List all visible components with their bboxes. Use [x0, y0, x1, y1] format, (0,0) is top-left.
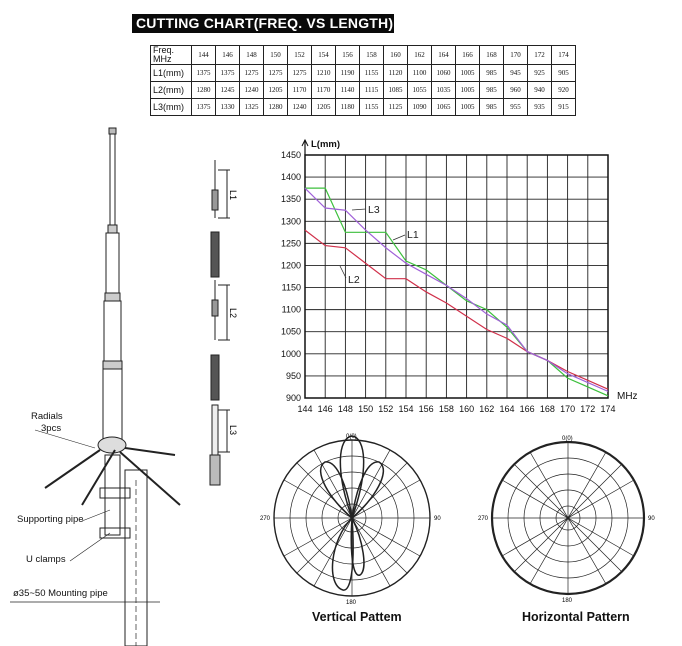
- horizontal-pattern: [492, 442, 644, 594]
- table-cell: 925: [528, 65, 552, 82]
- table-cell: 1275: [264, 65, 288, 82]
- x-axis-label: MHz: [617, 391, 638, 402]
- table-header-label: Freq. MHz: [151, 46, 192, 65]
- table-cell: 905: [552, 65, 576, 82]
- table-cell: 1205: [312, 99, 336, 116]
- y-tick-label: 1250: [280, 238, 301, 249]
- x-tick-label: 172: [580, 404, 596, 414]
- table-cell: 935: [528, 99, 552, 116]
- table-freq-cell: 172: [528, 46, 552, 65]
- table-freq-cell: 152: [288, 46, 312, 65]
- annotation-label-l3: L3: [368, 204, 380, 216]
- table-freq-cell: 160: [384, 46, 408, 65]
- vp-deg-bottom: 180: [346, 600, 357, 606]
- table-cell: 985: [480, 99, 504, 116]
- table-freq-cell: 154: [312, 46, 336, 65]
- x-tick-label: 168: [539, 404, 555, 414]
- table-cell: 960: [504, 82, 528, 99]
- table-freq-cell: 156: [336, 46, 360, 65]
- vertical-pattern: [274, 436, 430, 596]
- y-tick-label: 900: [285, 393, 301, 403]
- table-cell: 1245: [216, 82, 240, 99]
- hp-deg-bottom: 180: [562, 598, 573, 604]
- table-cell: 1240: [288, 99, 312, 116]
- y-tick-label: 1000: [280, 348, 301, 359]
- table-cell: 1280: [264, 99, 288, 116]
- section-label-l3: L3: [228, 425, 238, 436]
- section-label-l2: L2: [228, 308, 238, 319]
- y-tick-label: 1400: [280, 172, 301, 183]
- table-freq-cell: 148: [240, 46, 264, 65]
- vp-deg-left: 270: [260, 516, 271, 522]
- x-tick-label: 164: [499, 404, 515, 414]
- annotation-leader: [352, 209, 366, 210]
- x-tick-label: 150: [358, 404, 374, 414]
- table-cell: 985: [480, 82, 504, 99]
- table-cell: 1060: [432, 65, 456, 82]
- supporting-pipe: [105, 455, 120, 535]
- antenna-sections: [210, 160, 230, 485]
- y-tick-label: 1300: [280, 216, 301, 227]
- antenna-base-element: [103, 369, 122, 439]
- table-cell: 915: [552, 99, 576, 116]
- table-cell: 945: [504, 65, 528, 82]
- annotation-leader: [393, 235, 405, 240]
- table-freq-cell: 170: [504, 46, 528, 65]
- table-cell: 1005: [456, 99, 480, 116]
- x-tick-label: 174: [600, 404, 616, 414]
- table-cell: 985: [480, 65, 504, 82]
- annotation-label-l2: L2: [348, 274, 360, 286]
- table-cell: 1275: [240, 65, 264, 82]
- antenna-illustration: [10, 128, 180, 646]
- radials-label: Radials: [31, 411, 63, 422]
- table-cell: 1140: [336, 82, 360, 99]
- length-chart: [281, 139, 638, 414]
- y-tick-label: 1100: [281, 304, 301, 315]
- table-cell: 1170: [288, 82, 312, 99]
- y-tick-label: 1050: [280, 326, 301, 337]
- table-row-label: L3(mm): [151, 99, 192, 116]
- table-cell: 1280: [192, 82, 216, 99]
- horizontal-pattern-caption: Horizontal Pattern: [522, 610, 630, 624]
- table-row-label: L1(mm): [151, 65, 192, 82]
- table-cell: 1085: [384, 82, 408, 99]
- table-cell: 1375: [192, 99, 216, 116]
- table-cell: 920: [552, 82, 576, 99]
- table-cell: 1125: [384, 99, 408, 116]
- table-cell: 1115: [360, 82, 384, 99]
- table-freq-cell: 146: [216, 46, 240, 65]
- hp-deg-right: 90: [648, 516, 655, 522]
- table-freq-cell: 162: [408, 46, 432, 65]
- series-line-l3: [305, 188, 608, 391]
- y-tick-label: 1150: [281, 282, 301, 293]
- u-clamps-label: U clamps: [26, 554, 66, 565]
- radial-left: [45, 450, 100, 488]
- section-label-l1: L1: [228, 190, 238, 201]
- mounting-pipe-label: ø35~50 Mounting pipe: [13, 588, 108, 599]
- table-row-label: L2(mm): [151, 82, 192, 99]
- x-tick-label: 156: [418, 404, 434, 414]
- y-tick-label: 950: [285, 370, 301, 381]
- antenna-top-element: [110, 130, 115, 225]
- table-cell: 1210: [312, 65, 336, 82]
- table-freq-cell: 166: [456, 46, 480, 65]
- table-freq-cell: 168: [480, 46, 504, 65]
- table-cell: 1180: [336, 99, 360, 116]
- table-cell: 1055: [408, 82, 432, 99]
- x-tick-label: 170: [560, 404, 576, 414]
- supporting-pipe-label: Supporting pipe: [17, 514, 84, 525]
- table-freq-cell: 144: [192, 46, 216, 65]
- y-tick-label: 1450: [280, 150, 301, 160]
- table-cell: 1005: [456, 65, 480, 82]
- table-cell: 1325: [240, 99, 264, 116]
- table-freq-cell: 174: [552, 46, 576, 65]
- table-cell: 955: [504, 99, 528, 116]
- x-tick-label: 160: [459, 404, 475, 414]
- table-cell: 1375: [192, 65, 216, 82]
- y-tick-label: 1350: [280, 194, 301, 205]
- table-cell: 1205: [264, 82, 288, 99]
- table-cell: 1275: [288, 65, 312, 82]
- x-tick-label: 144: [297, 404, 313, 414]
- table-cell: 1170: [312, 82, 336, 99]
- table-cell: 1035: [432, 82, 456, 99]
- chart-title: CUTTING CHART(FREQ. VS LENGTH): [132, 14, 394, 33]
- table-freq-cell: 158: [360, 46, 384, 65]
- y-tick-label: 1200: [280, 260, 301, 271]
- table-cell: 1100: [408, 65, 432, 82]
- x-tick-label: 152: [378, 404, 394, 414]
- radial-right: [125, 448, 175, 455]
- table-cell: 1090: [408, 99, 432, 116]
- hp-deg-top: 0(0): [562, 436, 573, 442]
- table-cell: 1065: [432, 99, 456, 116]
- vertical-pattern-caption: Vertical Pattem: [312, 610, 402, 624]
- x-tick-label: 146: [317, 404, 333, 414]
- table-cell: 1375: [216, 65, 240, 82]
- antenna-lower-element: [104, 301, 121, 361]
- antenna-mid-element: [106, 233, 119, 293]
- x-tick-label: 158: [438, 404, 454, 414]
- table-cell: 1155: [360, 65, 384, 82]
- x-tick-label: 154: [398, 404, 414, 414]
- table-freq-cell: 150: [264, 46, 288, 65]
- table-cell: 1330: [216, 99, 240, 116]
- vp-deg-top: 0(0): [346, 434, 357, 440]
- table-cell: 1005: [456, 82, 480, 99]
- hp-deg-left: 270: [478, 516, 489, 522]
- x-tick-label: 162: [479, 404, 495, 414]
- annotation-label-l1: L1: [407, 229, 419, 241]
- radial-right-front: [120, 452, 180, 505]
- table-cell: 1240: [240, 82, 264, 99]
- table-cell: 940: [528, 82, 552, 99]
- x-tick-label: 148: [337, 404, 353, 414]
- y-axis-label: L(mm): [311, 139, 341, 150]
- table-cell: 1120: [384, 65, 408, 82]
- table-freq-cell: 164: [432, 46, 456, 65]
- table-cell: 1155: [360, 99, 384, 116]
- x-tick-label: 166: [519, 404, 535, 414]
- vp-deg-right: 90: [434, 516, 441, 522]
- table-cell: 1190: [336, 65, 360, 82]
- radials-count-label: 3pcs: [41, 423, 62, 434]
